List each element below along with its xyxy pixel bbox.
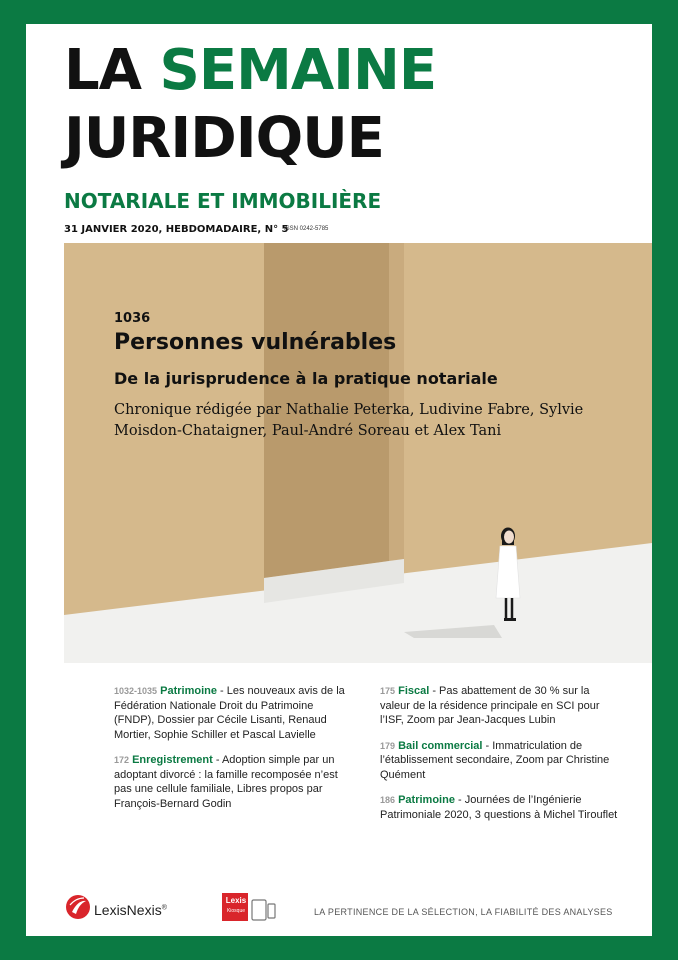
contents-item[interactable] xyxy=(380,684,620,728)
footer-tagline: LA PERTINENCE DE LA SÉLECTION, LA FIABILITÉ DES ANALYSES xyxy=(314,907,613,917)
feature-subtitle: De la jurisprudence à la pratique notariale xyxy=(114,369,498,388)
devices-icon xyxy=(250,896,276,922)
masthead-line1 xyxy=(64,40,436,102)
issn: ISSN 0242-5785 xyxy=(284,226,329,232)
item-page: 186 xyxy=(380,795,396,805)
kiosque-line1: Lexis xyxy=(225,896,247,905)
item-text: - Pas abattement de 30 % sur la valeur de la résidence principale en SCI pour l’ISF, Zoom par Jean-Jacques Lubin xyxy=(380,685,600,726)
contents-right-column xyxy=(380,684,620,833)
item-page: 172 xyxy=(114,755,130,765)
item-page: 175 xyxy=(380,686,396,696)
item-text: - Journées de l’Ingénierie Patrimoniale 2020, 3 questions à Michel Tirouflet xyxy=(380,794,618,821)
contents-item[interactable] xyxy=(114,753,354,811)
feature-title: Personnes vulnérables xyxy=(114,330,397,355)
contents-item[interactable] xyxy=(114,684,354,742)
item-page: 1032-1035 xyxy=(114,686,158,696)
publisher-name xyxy=(94,902,167,918)
kiosque-line2: Kiosque xyxy=(226,908,246,914)
item-text: - Adoption simple par un adoptant divorcé : la famille recomposée n’est pas une cellule familiale, Libres propos par François-Bernard Godin xyxy=(114,754,338,810)
item-section: Patrimoine xyxy=(160,685,217,697)
masthead-subtitle: NOTARIALE ET IMMOBILIÈRE xyxy=(64,189,382,213)
item-section: Fiscal xyxy=(398,685,430,697)
cover-illustration xyxy=(64,243,652,663)
item-text: - Les nouveaux avis de la Fédération Nationale Droit du Patrimoine (FNDP), Dossier par Cécile Lisanti, Renaud Mortier, Sophie Schiller et Pascal Lavielle xyxy=(114,685,345,741)
masthead-semaine: SEMAINE xyxy=(159,38,437,103)
item-section: Bail commercial xyxy=(398,739,483,752)
issue-date: 31 JANVIER 2020, HEBDOMADAIRE, N° 5 xyxy=(64,224,289,235)
masthead-juridique: JURIDIQUE xyxy=(64,106,384,171)
item-page: 179 xyxy=(380,740,396,751)
magazine-cover xyxy=(26,24,652,936)
contents-left-column xyxy=(114,684,354,822)
publisher-text: LexisNexis xyxy=(94,902,162,918)
contents-item[interactable] xyxy=(380,793,620,822)
item-section: Patrimoine xyxy=(398,794,455,806)
registered-mark: ® xyxy=(161,904,167,912)
feature-byline: Chronique rédigée par Nathalie Peterka, Ludivine Fabre, Sylvie Moisdon-Chataigner, Paul-André Soreau et Alex Tani xyxy=(114,402,584,439)
item-text: - Immatriculation de l’établissement secondaire, Zoom par Christine Quément xyxy=(380,739,610,781)
masthead-la: LA xyxy=(64,38,160,103)
item-section: Enregistrement xyxy=(132,754,213,766)
kiosque-label xyxy=(223,896,249,916)
contents-item[interactable] xyxy=(380,739,620,783)
feature-number: 1036 xyxy=(114,311,151,326)
